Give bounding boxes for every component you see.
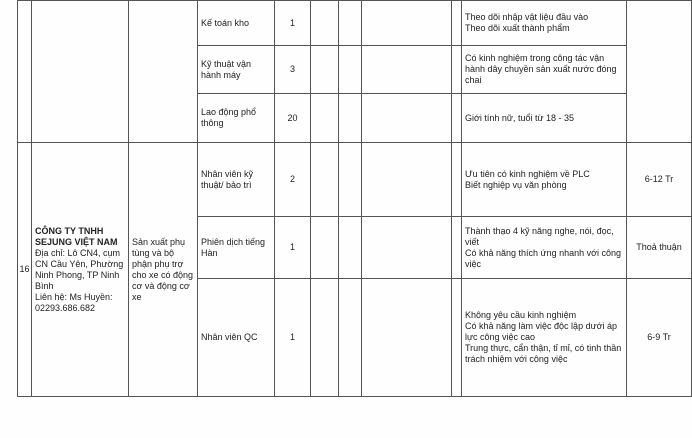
quantity-cell: 1 xyxy=(275,1,311,46)
requirement-line: Theo dõi xuất thành phẩm xyxy=(465,23,570,33)
salary-cell xyxy=(627,1,692,143)
empty-cell xyxy=(311,279,339,397)
requirement-line: Theo dõi nhập vật liệu đầu vào xyxy=(465,12,589,22)
empty-cell xyxy=(362,1,452,46)
position-cell: Nhân viên kỹ thuật/ bảo trì xyxy=(198,143,275,217)
empty-cell xyxy=(452,46,462,94)
empty-cell xyxy=(311,46,339,94)
requirements-cell xyxy=(462,279,627,397)
requirements-cell xyxy=(462,1,627,46)
empty-cell xyxy=(452,94,462,143)
empty-cell xyxy=(311,143,339,217)
empty-cell xyxy=(452,143,462,217)
empty-cell xyxy=(452,217,462,279)
requirement-line: Ưu tiên có kinh nghiệm về PLC xyxy=(465,168,590,179)
position-cell: Kế toán kho xyxy=(198,1,275,46)
requirement-line: Có khả năng làm việc độc lập dưới áp lực công việc cao xyxy=(465,321,618,342)
empty-cell xyxy=(339,217,362,279)
requirement-line: Có kinh nghiệm trong công tác vận hành dây chuyền sản xuất nước đóng chai xyxy=(465,53,617,85)
empty-cell xyxy=(362,217,452,279)
prev-company-cell xyxy=(32,1,129,143)
company-name: CÔNG TY TNHH SEJUNG VIỆT NAM xyxy=(35,225,118,247)
requirements-cell xyxy=(462,143,627,217)
salary-cell: Thoả thuận xyxy=(627,217,692,279)
requirement-line: Không yêu cầu kinh nghiệm xyxy=(465,310,577,320)
company-phone: 02293.686.682 xyxy=(35,302,96,313)
table-row xyxy=(18,1,692,46)
prev-index-cell xyxy=(18,1,32,143)
empty-cell xyxy=(311,1,339,46)
empty-cell xyxy=(362,94,452,143)
job-listing-table xyxy=(17,0,692,397)
position-cell: Phiên dịch tiếng Hàn xyxy=(198,217,275,279)
empty-cell xyxy=(339,1,362,46)
quantity-cell: 20 xyxy=(275,94,311,143)
requirement-line: Có khả năng thích ứng nhanh với công việc xyxy=(465,247,622,269)
quantity-cell: 1 xyxy=(275,217,311,279)
requirement-line: Thành thạo 4 kỹ năng nghe, nói, đọc, viết xyxy=(465,225,614,247)
position-cell: Kỹ thuật vận hành máy xyxy=(198,46,275,94)
prev-business-cell xyxy=(129,1,198,143)
position-cell: Nhân viên QC xyxy=(198,279,275,397)
empty-cell xyxy=(311,94,339,143)
empty-cell xyxy=(452,1,462,46)
quantity-cell: 3 xyxy=(275,46,311,94)
company-contact: Liên hệ: Ms Huyền: xyxy=(35,291,113,302)
empty-cell xyxy=(362,279,452,397)
requirement-line: Giới tính nữ, tuổi từ 18 - 35 xyxy=(465,112,575,123)
requirement-line: Biết nghiệp vụ văn phòng xyxy=(465,179,567,190)
company-business-cell: Sản xuất phụ tùng và bộ phận phụ trợ cho xe có động cơ và động cơ xe xyxy=(129,143,198,397)
company-info-cell xyxy=(32,143,129,397)
empty-cell xyxy=(362,143,452,217)
empty-cell xyxy=(339,94,362,143)
empty-cell xyxy=(339,279,362,397)
quantity-cell: 2 xyxy=(275,143,311,217)
salary-cell: 6-12 Tr xyxy=(627,143,692,217)
requirements-cell xyxy=(462,217,627,279)
company-address: Địa chỉ: Lô CN4, cụm CN Cầu Yên, Phường Ninh Phong, TP Ninh Bình xyxy=(35,247,124,291)
salary-cell: 6-9 Tr xyxy=(627,279,692,397)
position-cell: Lao động phổ thông xyxy=(198,94,275,143)
table-row xyxy=(18,143,692,217)
requirement-line: Trung thực, cẩn thận, tỉ mỉ, có tinh thần trách nhiệm với công việc xyxy=(465,343,622,364)
empty-cell xyxy=(339,46,362,94)
requirements-cell xyxy=(462,94,627,143)
company-index-cell: 16 xyxy=(18,143,32,397)
empty-cell xyxy=(362,46,452,94)
empty-cell xyxy=(311,217,339,279)
empty-cell xyxy=(339,143,362,217)
quantity-cell: 1 xyxy=(275,279,311,397)
empty-cell xyxy=(452,279,462,397)
requirements-cell xyxy=(462,46,627,94)
